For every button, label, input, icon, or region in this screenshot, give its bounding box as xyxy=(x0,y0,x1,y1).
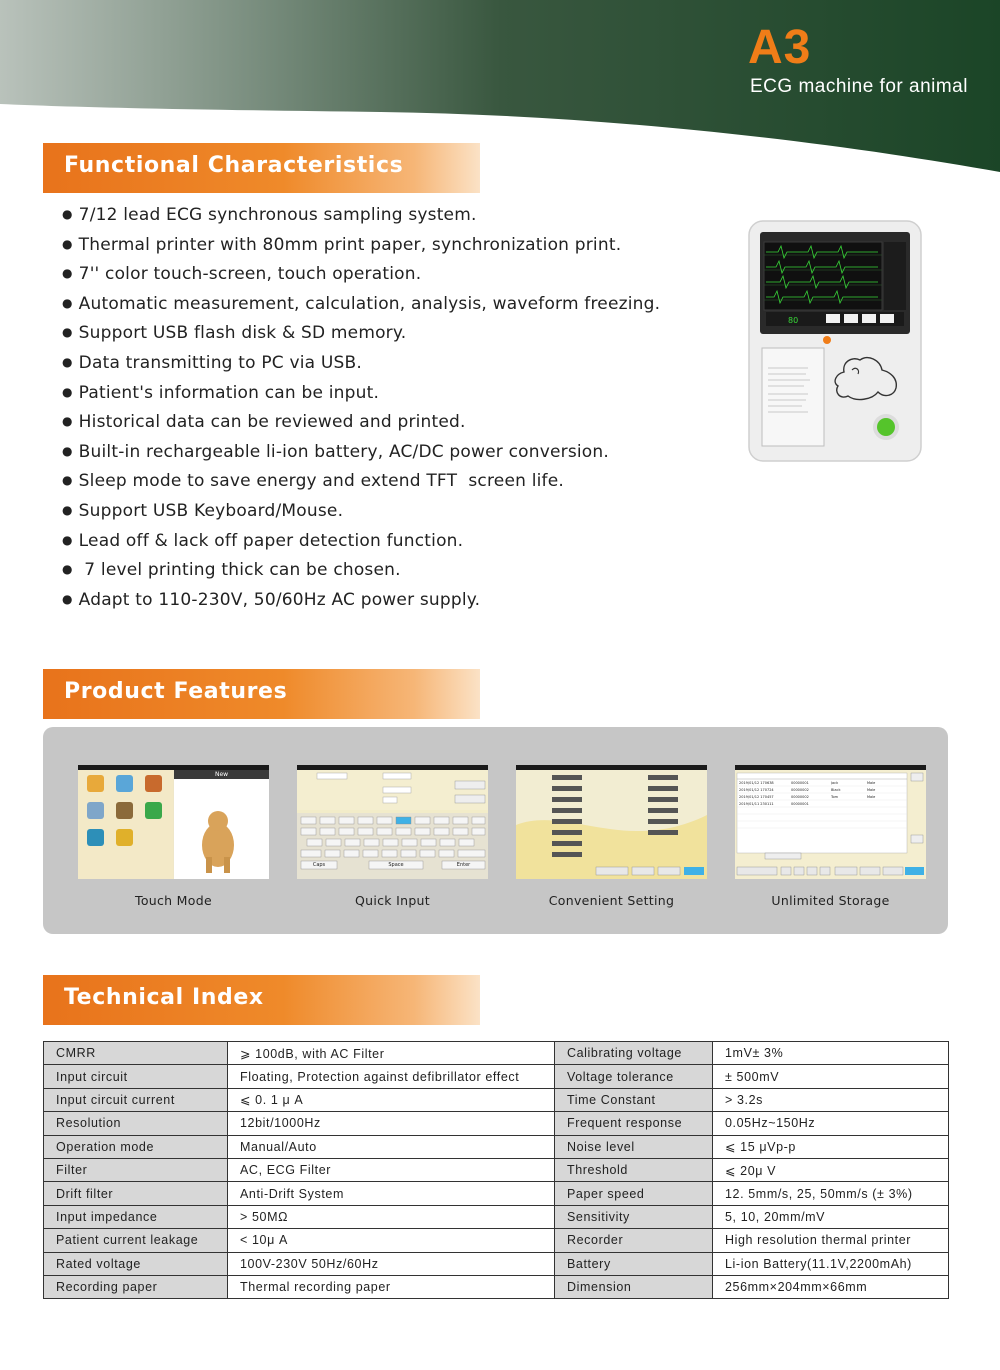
spec-row xyxy=(44,1158,949,1181)
spec-value: High resolution thermal printer xyxy=(713,1229,949,1252)
functional-item: ● 7/12 lead ECG synchronous sampling system. xyxy=(62,205,660,235)
storage-cell: 00000002 xyxy=(791,788,809,792)
functional-item: ● Automatic measurement, calculation, analysis, waveform freezing. xyxy=(62,294,660,324)
functional-item: ● Adapt to 110-230V, 50/60Hz AC power supply. xyxy=(62,590,660,620)
section-heading-technical xyxy=(43,975,480,1025)
storage-cell: 2019/01/12 170724 xyxy=(739,788,774,792)
spec-row xyxy=(44,1042,949,1065)
spec-value: 5, 10, 20mm/mV xyxy=(713,1205,949,1228)
spec-name: Recording paper xyxy=(44,1275,228,1298)
storage-cell xyxy=(831,801,867,808)
section-heading-functional xyxy=(43,143,480,193)
spec-row xyxy=(44,1229,949,1252)
spec-value: > 3.2s xyxy=(713,1088,949,1111)
storage-cell: 00000001 xyxy=(791,802,809,806)
functional-item: ● Support USB flash disk & SD memory. xyxy=(62,323,660,353)
spec-value: ± 500mV xyxy=(713,1065,949,1088)
storage-cell: 00000001 xyxy=(791,781,809,785)
spec-row xyxy=(44,1252,949,1275)
spec-value: 12bit/1000Hz xyxy=(228,1112,555,1135)
ecg-device-image xyxy=(748,220,923,465)
spec-value: < 10μ A xyxy=(228,1229,555,1252)
spec-row xyxy=(44,1065,949,1088)
spec-name: Calibrating voltage xyxy=(555,1042,713,1065)
storage-cell: 2019/01/12 170457 xyxy=(739,795,774,799)
device-screen-value: 80 xyxy=(788,316,799,325)
technical-spec-table xyxy=(43,1041,949,1299)
spec-value: 1mV± 3% xyxy=(713,1042,949,1065)
storage-record-list xyxy=(739,780,905,808)
spec-value: Manual/Auto xyxy=(228,1135,555,1158)
spec-name: Recorder xyxy=(555,1229,713,1252)
spec-value: ⩽ 0. 1 μ A xyxy=(228,1088,555,1111)
spec-name: Patient current leakage xyxy=(44,1229,228,1252)
spec-name: Paper speed xyxy=(555,1182,713,1205)
storage-row xyxy=(739,780,905,787)
functional-item: ● Thermal printer with 80mm print paper, synchronization print. xyxy=(62,235,660,265)
spec-name: Drift filter xyxy=(44,1182,228,1205)
spec-value: ⩽ 15 μVp-p xyxy=(713,1135,949,1158)
spec-row xyxy=(44,1182,949,1205)
key-caps: Caps xyxy=(312,862,326,868)
spec-value: Thermal recording paper xyxy=(228,1275,555,1298)
feature-label-convenient-setting: Convenient Setting xyxy=(548,893,675,908)
storage-cell: Tom xyxy=(831,795,839,799)
section-title: Technical Index xyxy=(64,985,264,1010)
storage-row xyxy=(739,801,905,808)
spec-name: Frequent response xyxy=(555,1112,713,1135)
functional-item: ● 7'' color touch-screen, touch operation. xyxy=(62,264,660,294)
functional-item: ● Historical data can be reviewed and printed. xyxy=(62,412,660,442)
spec-value: ⩽ 20μ V xyxy=(713,1158,949,1181)
functional-item: ● Support USB Keyboard/Mouse. xyxy=(62,501,660,531)
functional-item: ● Lead off & lack off paper detection function. xyxy=(62,531,660,561)
spec-value: > 50MΩ xyxy=(228,1205,555,1228)
section-heading-features xyxy=(43,669,480,719)
functional-item: ● Data transmitting to PC via USB. xyxy=(62,353,660,383)
storage-cell: 2019/01/11 230111 xyxy=(739,802,774,806)
spec-name: Operation mode xyxy=(44,1135,228,1158)
spec-name: Filter xyxy=(44,1158,228,1181)
feature-label-quick-input: Quick Input xyxy=(355,893,430,908)
spec-name: Noise level xyxy=(555,1135,713,1158)
feature-label-touch-mode: Touch Mode xyxy=(135,893,212,908)
product-features-panel xyxy=(43,727,948,934)
spec-name: Battery xyxy=(555,1252,713,1275)
screen-title: New xyxy=(214,771,229,778)
spec-value: Floating, Protection against defibrillator effect xyxy=(228,1065,555,1088)
spec-row xyxy=(44,1088,949,1111)
spec-name: Input circuit current xyxy=(44,1088,228,1111)
spec-row xyxy=(44,1135,949,1158)
spec-value: Li-ion Battery(11.1V,2200mAh) xyxy=(713,1252,949,1275)
spec-name: Resolution xyxy=(44,1112,228,1135)
spec-name: Rated voltage xyxy=(44,1252,228,1275)
spec-value: AC, ECG Filter xyxy=(228,1158,555,1181)
storage-cell: Male xyxy=(867,781,876,785)
spec-name: Threshold xyxy=(555,1158,713,1181)
storage-cell: 2019/01/12 170638 xyxy=(739,781,774,785)
section-title: Product Features xyxy=(64,679,288,704)
functional-item: ● Sleep mode to save energy and extend TFT screen life. xyxy=(62,471,660,501)
spec-value: 12. 5mm/s, 25, 50mm/s (± 3%) xyxy=(713,1182,949,1205)
spec-row xyxy=(44,1275,949,1298)
storage-cell: Jack xyxy=(831,781,839,785)
feature-label-unlimited-storage: Unlimited Storage xyxy=(771,893,890,908)
quick-input-screenshot xyxy=(297,765,488,879)
spec-name: Time Constant xyxy=(555,1088,713,1111)
unlimited-storage-screenshot xyxy=(735,765,926,879)
storage-row xyxy=(739,787,905,794)
spec-value: 256mm×204mm×66mm xyxy=(713,1275,949,1298)
convenient-setting-screenshot xyxy=(516,765,707,879)
spec-row xyxy=(44,1205,949,1228)
key-enter: Enter xyxy=(456,862,471,868)
storage-cell: Male xyxy=(867,788,876,792)
functional-item: ● 7 level printing thick can be chosen. xyxy=(62,560,660,590)
key-space: Space xyxy=(388,862,404,868)
model-name: A3 xyxy=(748,21,812,74)
spec-value: ⩾ 100dB, with AC Filter xyxy=(228,1042,555,1065)
storage-cell: Black xyxy=(831,788,841,792)
spec-value: 0.05Hz~150Hz xyxy=(713,1112,949,1135)
spec-name: Dimension xyxy=(555,1275,713,1298)
storage-row xyxy=(739,794,905,801)
functional-item: ● Built-in rechargeable li-ion battery, AC/DC power conversion. xyxy=(62,442,660,472)
functional-item: ● Patient's information can be input. xyxy=(62,383,660,413)
spec-name: Input circuit xyxy=(44,1065,228,1088)
product-subtitle: ECG machine for animal xyxy=(750,76,968,97)
section-title: Functional Characteristics xyxy=(64,153,404,178)
spec-name: Input impedance xyxy=(44,1205,228,1228)
spec-value: Anti-Drift System xyxy=(228,1182,555,1205)
functional-list xyxy=(62,205,660,619)
storage-cell: Male xyxy=(867,795,876,799)
spec-name: Voltage tolerance xyxy=(555,1065,713,1088)
spec-value: 100V-230V 50Hz/60Hz xyxy=(228,1252,555,1275)
touch-mode-screenshot xyxy=(78,765,269,879)
spec-name: CMRR xyxy=(44,1042,228,1065)
spec-row xyxy=(44,1112,949,1135)
storage-cell xyxy=(867,801,897,808)
spec-name: Sensitivity xyxy=(555,1205,713,1228)
storage-cell: 00000002 xyxy=(791,795,809,799)
